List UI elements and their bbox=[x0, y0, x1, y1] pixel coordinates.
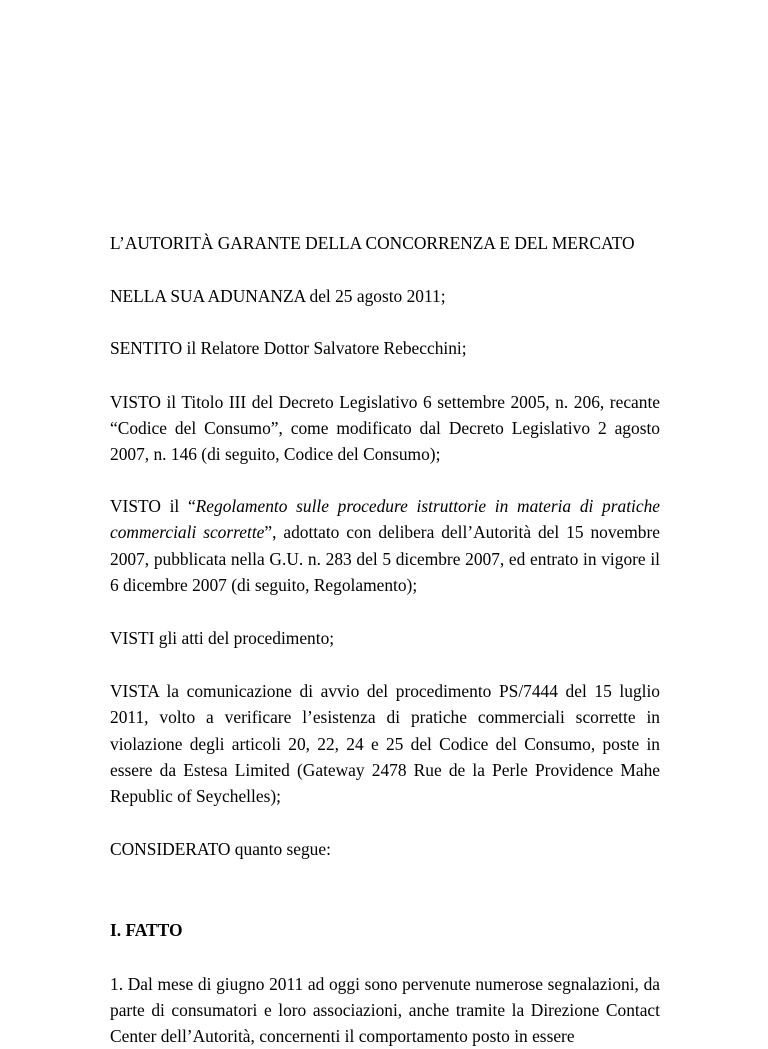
vista-comunicazione-paragraph: VISTA la comunicazione di avvio del procedimento PS/7444 del 15 luglio 2011, volto a verificare l’esistenza di pratiche commerciali scorrette in violazione degli articoli 20, 22, 24 e 25 del Codice del Consumo, poste in essere da Estesa Limited (Gateway 2478 Rue de la Perle Providence Mahe Republic of Seychelles); bbox=[110, 681, 660, 807]
regolamento-prefix: VISTO il “ bbox=[110, 496, 196, 517]
authority-heading: L’AUTORITÀ GARANTE DELLA CONCORRENZA E DEL MERCATO bbox=[110, 233, 635, 253]
sentito-paragraph: SENTITO il Relatore Dottor Salvatore Rebecchini; bbox=[110, 338, 467, 359]
regolamento-suffix: ”, adottato con delibera dell’Autorità del 15 novembre 2007, pubblicata nella G.U. n. 283 del 5 dicembre 2007, ed entrato in vigore il 6 dicembre 2007 (di seguito, Regolamento); bbox=[110, 522, 660, 595]
visti-atti-paragraph: VISTI gli atti del procedimento; bbox=[110, 628, 335, 649]
regolamento-title: Regolamento sulle procedure istruttorie in materia di pratiche commerciali scorrette bbox=[110, 496, 661, 543]
section-heading-fatto: I. FATTO bbox=[110, 920, 183, 941]
adunanza-paragraph: NELLA SUA ADUNANZA del 25 agosto 2011; bbox=[110, 286, 446, 307]
considerato-paragraph: CONSIDERATO quanto segue: bbox=[110, 839, 331, 860]
visto-titolo-paragraph: VISTO il Titolo III del Decreto Legislativo 6 settembre 2005, n. 206, recante “Codice del Consumo”, come modificato dal Decreto Legislativo 2 agosto 2007, n. 146 (di seguito, Codice del Consumo); bbox=[110, 391, 660, 465]
document-body bbox=[110, 230, 660, 1049]
visto-regolamento-paragraph bbox=[110, 493, 660, 598]
fatto-paragraph-1: 1. Dal mese di giugno 2011 ad oggi sono pervenute numerose segnalazioni, da parte di consumatori e loro associazioni, anche tramite la Direzione Contact Center dell’Autorità, concernenti il comportamento posto in essere bbox=[110, 973, 660, 1047]
